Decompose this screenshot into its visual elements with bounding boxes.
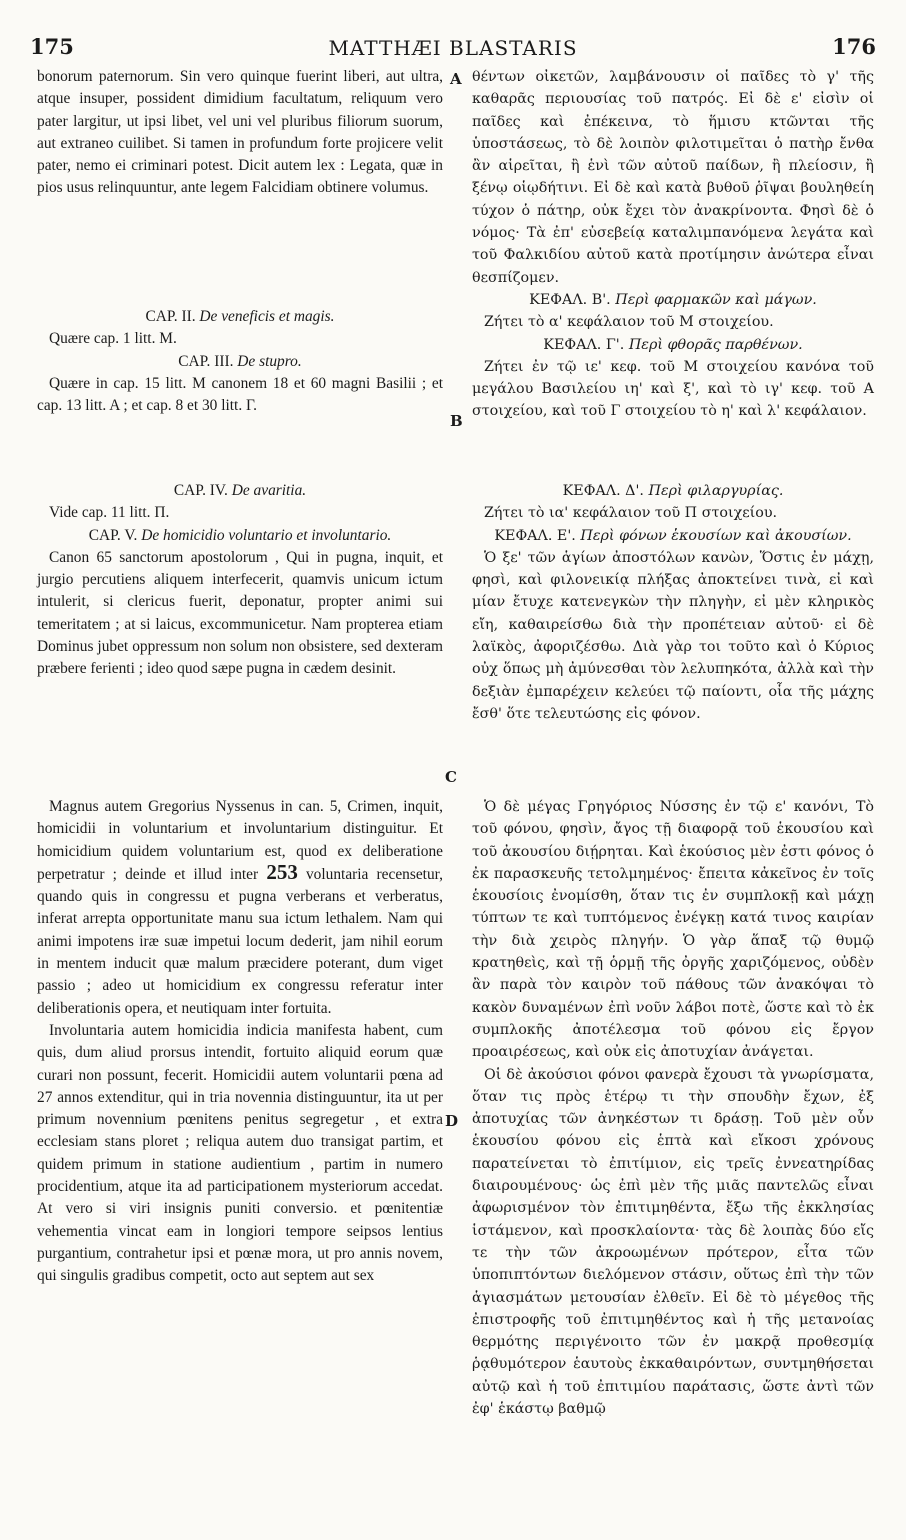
greek-paragraph-5: Ὁ ξε' τῶν ἁγίων ἀποστόλων κανὼν, Ὅστις ἐν μάχῃ, φησὶ, καὶ φιλονεικίᾳ πλήξας ἀποκτείνει τινὰ, εἰ καὶ μίαν ἔτυχε κατενεγκὼν τὴν πληγὴν, εἰ μὲν κληρικὸς εἴη, καθαιρείσθω διὰ τὴν προπέτειαν αὐτοῦ· εἰ δὲ λαϊκὸς, ἀφοριζέσθω. Διὰ γὰρ τοι τοῦτο καὶ ὁ Κύριος οὐχ ὅπως μὴ ἀμύνεσθαι τὸν λελυπηκότα, ἀλλὰ καὶ τὴν δεξιὰν ἐμπαρέχειν κελεύει τῷ παίοντι, οἷα τῆς μάχης ἔσθ' ὅτε τελευτώσης εἰς φόνον. bbox=[472, 549, 874, 722]
page-number-left: 175 bbox=[30, 34, 74, 59]
latin-block-4 bbox=[37, 796, 443, 1288]
section-marker-c: C bbox=[445, 768, 457, 786]
latin-chapter-2-ref: Quære cap. 1 litt. M. bbox=[49, 330, 177, 348]
latin-chapter-5-heading: CAP. V. De homicidio voluntario et involuntario. bbox=[88, 526, 392, 544]
latin-paragraph-1: bonorum paternorum. Sin vero quinque fuerint liberi, aut ultra, atque insuper, possident dimidium facultatum, reliquum vero pater largitur, ut ipsi libet, vel uni vel pluribus filiorum suorum, aut extraneo cuilibet. Si tamen in profundum forte projicere velit pater, nemo ei criminari potest. Dicit autem lex : Legata, quæ in pios usus relinquuntur, ante legem Falcidiam obtinere volumus. bbox=[37, 68, 443, 197]
latin-block-1 bbox=[37, 66, 443, 200]
greek-block-1 bbox=[472, 66, 874, 423]
greek-chapter-5-heading: ΚΕΦΑΛ. Ε'. Περὶ φόνων ἑκουσίων καὶ ἀκουσίων. bbox=[494, 527, 852, 544]
greek-chapter-3-ref: Ζήτει ἐν τῷ ιε' κεφ. τοῦ Μ στοιχείου κανόνα τοῦ μεγάλου Βασιλείου ιη' καὶ ξ', καὶ τὸ ιγ' κεφ. τοῦ Α στοιχείου, καὶ τοῦ Γ στοιχείου τὸ η' καὶ λ' κεφάλαιον. bbox=[472, 358, 874, 420]
latin-paragraph-7: Involuntaria autem homicidia indicia manifesta habent, cum quis, dum aliud prorsus intendit, fortuito aliquid eorum quæ curari non possunt, fecerit. Homicidii autem voluntarii pœna ad 27 annos extenditur, qui in tria novennia distinguuntur, ita ut per primum novennium pœnitens penitus segregetur , et extra ecclesiam stans ploret ; reliqua autem duo transigat partim, et quidem primum in statione audientium , partim in numero procidentium, atque ita ad participationem mysteriorum accedat. At vero si viri insignis puniti conversio. et pœnitentiæ vehementia vincat eam in longiori tempore seipsos lentius purgantium, contrahetur ipsi et pœnæ mora, ut pro annis novem, qui singulis gradibus competit, octo aut septem aut sex bbox=[37, 1021, 443, 1285]
greek-block-3 bbox=[472, 796, 874, 1420]
latin-paragraph-5: Canon 65 sanctorum apostolorum , Qui in pugna, inquit, et jurgio percutiens aliquem interfecerit, quamvis unicum ictum intulerit, si clericus fuerit, deponatur, propter animi sui temeritatem ; at si laicus, excommunicetur. Nam propterea etiam Dominus jubet oppressum non solum non obsistere, sed dexteram præbere ferienti ; ideo quod sæpe pugna in cædem desinit. bbox=[37, 548, 443, 678]
running-header bbox=[30, 30, 876, 60]
latin-chapter-3-title: De stupro. bbox=[237, 352, 302, 370]
latin-chapter-4-title: De avaritia. bbox=[231, 482, 307, 499]
running-title: MATTHÆI BLASTARIS bbox=[328, 36, 578, 60]
latin-chapter-4-ref: Vide cap. 11 litt. Π. bbox=[49, 504, 170, 522]
latin-chapter-2-heading: CAP. II. De veneficis et magis. bbox=[145, 308, 335, 325]
latin-chapter-3-heading: CAP. III. De stupro. bbox=[178, 352, 302, 370]
latin-chapter-4-heading: CAP. IV. De avaritia. bbox=[173, 482, 307, 499]
marginal-number: 253 bbox=[266, 859, 298, 884]
latin-block-3 bbox=[37, 480, 443, 681]
section-marker-d: D bbox=[445, 1112, 459, 1130]
latin-chapter-2-title: De veneficis et magis. bbox=[199, 308, 335, 325]
latin-chapter-3-ref: Quære in cap. 15 litt. M canonem 18 et 60 magni Basilii ; et cap. 13 litt. A ; et cap. 8 et 30 litt. Γ. bbox=[37, 374, 443, 415]
section-marker-b: B bbox=[450, 412, 463, 430]
latin-paragraph-6: Magnus autem Gregorius Nyssenus in can. 5, Crimen, inquit, homicidii in voluntarium et involuntarium distinguitur. Et homicidium quidem voluntarium est, quod ex deliberatione perpetratur ; deinde et illud inter 253 voluntaria recensetur, quando quis in congressu et pugna verberans et verberatus, inferat arrepta opportunitate manu sua ictum lethalem. Nam qui animi impotens iræ suæ impetui locum dederit, jam nihil eorum in mentem inducit quæ malum præcidere poterant, dum viget passio ; adeo ut homicidium ex congressu referatur inter deliberationis opera, et neutiquam inter fortuita. bbox=[37, 798, 444, 1017]
greek-paragraph-6: Ὁ δὲ μέγας Γρηγόριος Νύσσης ἐν τῷ ε' κανόνι, Τὸ τοῦ φόνου, φησὶν, ἄγος τῇ διαφορᾷ τοῦ ἑκουσίου καὶ τοῦ ἀκουσίου διῄρηται. Καὶ ἑκούσιος μὲν ἐστι φόνος ὁ ἐκ παρασκευῆς τετολμημένος· ἔπειτα κἀκεῖνος ἐν τοῖς ἑκουσίοις ἐνομίσθη, ὅταν τις ἐν συμπλοκῇ καὶ μάχῃ τύπτων τε καὶ τυπτόμενος ἐνέγκῃ κατά τινος καιρίαν τὴν διὰ χειρὸς πληγήν. Ὁ γὰρ ἅπαξ τῷ θυμῷ κρατηθεὶς, καὶ τῇ ὁρμῇ τῆς ὀργῆς χαριζόμενος, οὐδὲν ἂν παρὰ τὸν καιρὸν τοῦ πάθους τῶν ἀνακόψαι τὸ κακὸν δυναμένων ἐπὶ νοῦν λάβοι ποτὲ, ὥστε καὶ τὸ ἐκ συμπλοκῆς ἀποτέλεσμα τοῦ φόνου εἰς ἔργον προαιρέσεως, καὶ οὐκ εἰς ἀποτυχίαν ἀνάγεται. bbox=[472, 799, 874, 1061]
greek-paragraph-7: Οἱ δὲ ἀκούσιοι φόνοι φανερὰ ἔχουσι τὰ γνωρίσματα, ὅταν τις πρὸς ἑτέρῳ τι τὴν σπουδὴν ἔχων, ἐξ ἀποτυχίας τῶν ἀνηκέστων τι δράσῃ. Τοῦ μὲν οὖν ἑκουσίου φόνου εἰς ἑπτὰ καὶ εἴκοσι χρόνους παρατείνεται τὸ ἐπιτίμιον, εἰς τρεῖς ἐννεατηρίδας διαιρουμένους· ὡς ἐπὶ μὲν τῆς μιᾶς παντελῶς εἶναι ἀφωρισμένον τὸν ἐπιτιμηθέντα, ἔξω τῆς ἐκκλησίας ἱστάμενον, καὶ προσκλαίοντα· τὰς δὲ λοιπὰς δύο εἴς τε τὴν τῶν ἀκροωμένων πρότερον, εἶτα τῶν ὑποπιπτόντων διελόμενον στάσιν, οὕτως ἐπὶ τὴν τῶν ἁγιασμάτων μετουσίαν ἐλθεῖν. Εἰ δὲ τὸ μέγεθος τῆς ἐπιστροφῆς τοῦ ἐπιτιμηθέντος καὶ ἡ τῆς μετανοίας θερμότης περιγένοιτο τῶν ἐν μακρᾷ προθεσμίᾳ ῥᾳθυμότερον ἑαυτοὺς ἐκκαθαιρόντων, συντμηθήσεται αὐτῷ καὶ ἡ τοῦ ἐπιτιμίου παράτασις, ὥστε ἀντὶ τῶν ἐφ' ἑκάστῳ βαθμῷ bbox=[472, 1066, 874, 1418]
latin-block-2 bbox=[37, 306, 443, 417]
greek-chapter-2-title: Περὶ φαρμακῶν καὶ μάγων. bbox=[615, 291, 817, 308]
greek-block-2 bbox=[472, 480, 874, 725]
greek-chapter-2-heading: ΚΕΦΑΛ. Β'. Περὶ φαρμακῶν καὶ μάγων. bbox=[529, 291, 817, 308]
greek-chapter-3-heading: ΚΕΦΑΛ. Γ'. Περὶ φθορᾶς παρθένων. bbox=[543, 336, 803, 353]
greek-chapter-4-ref: Ζήτει τὸ ια' κεφάλαιον τοῦ Π στοιχείου. bbox=[484, 505, 778, 522]
page-number-right: 176 bbox=[832, 34, 876, 59]
greek-chapter-2-ref: Ζήτει τὸ α' κεφάλαιον τοῦ Μ στοιχείου. bbox=[484, 314, 774, 331]
latin-chapter-5-title: De homicidio voluntario et involuntario. bbox=[141, 526, 392, 544]
greek-paragraph-1: θέντων οἰκετῶν, λαμβάνουσιν οἱ παῖδες τὸ γ' τῆς καθαρᾶς περιουσίας τοῦ πατρός. Εἰ δὲ ε' εἰσὶν οἱ παῖδες καὶ ἐπέκεινα, τὸ ἥμισυ κτῶνται τῆς ὑποστάσεως, τὸ δὲ λοιπὸν φιλοτιμεῖται ὁ πατὴρ ἔνθα ἂν αἱρεῖται, ἢ ἑνὶ τῶν αὐτοῦ παίδων, ἢ πλείοσιν, ἢ ξένῳ οἱῳδήτινι. Εἰ δὲ καὶ κατὰ βυθοῦ ῥῖψαι βουληθείη τύχον ὁ πάτηρ, οὐκ ἔχει τὸν ἀνακρίνοντα. Φησὶ δὲ ὁ νόμος· Τὰ ἐπ' εὐσεβείᾳ καταλιμπανόμενα λεγάτα καὶ τοῦ Φαλκιδίου αὐτοῦ κατὰ προτίμησιν ἀνώτερα εἶναι θεσπίζομεν. bbox=[472, 69, 874, 286]
section-marker-a: A bbox=[450, 70, 462, 88]
greek-chapter-3-title: Περὶ φθορᾶς παρθένων. bbox=[628, 336, 803, 353]
greek-chapter-4-title: Περὶ φιλαργυρίας. bbox=[648, 483, 784, 499]
greek-chapter-5-title: Περὶ φόνων ἑκουσίων καὶ ἀκουσίων. bbox=[580, 527, 852, 544]
greek-chapter-4-heading: ΚΕΦΑΛ. Δ'. Περὶ φιλαργυρίας. bbox=[562, 483, 784, 499]
